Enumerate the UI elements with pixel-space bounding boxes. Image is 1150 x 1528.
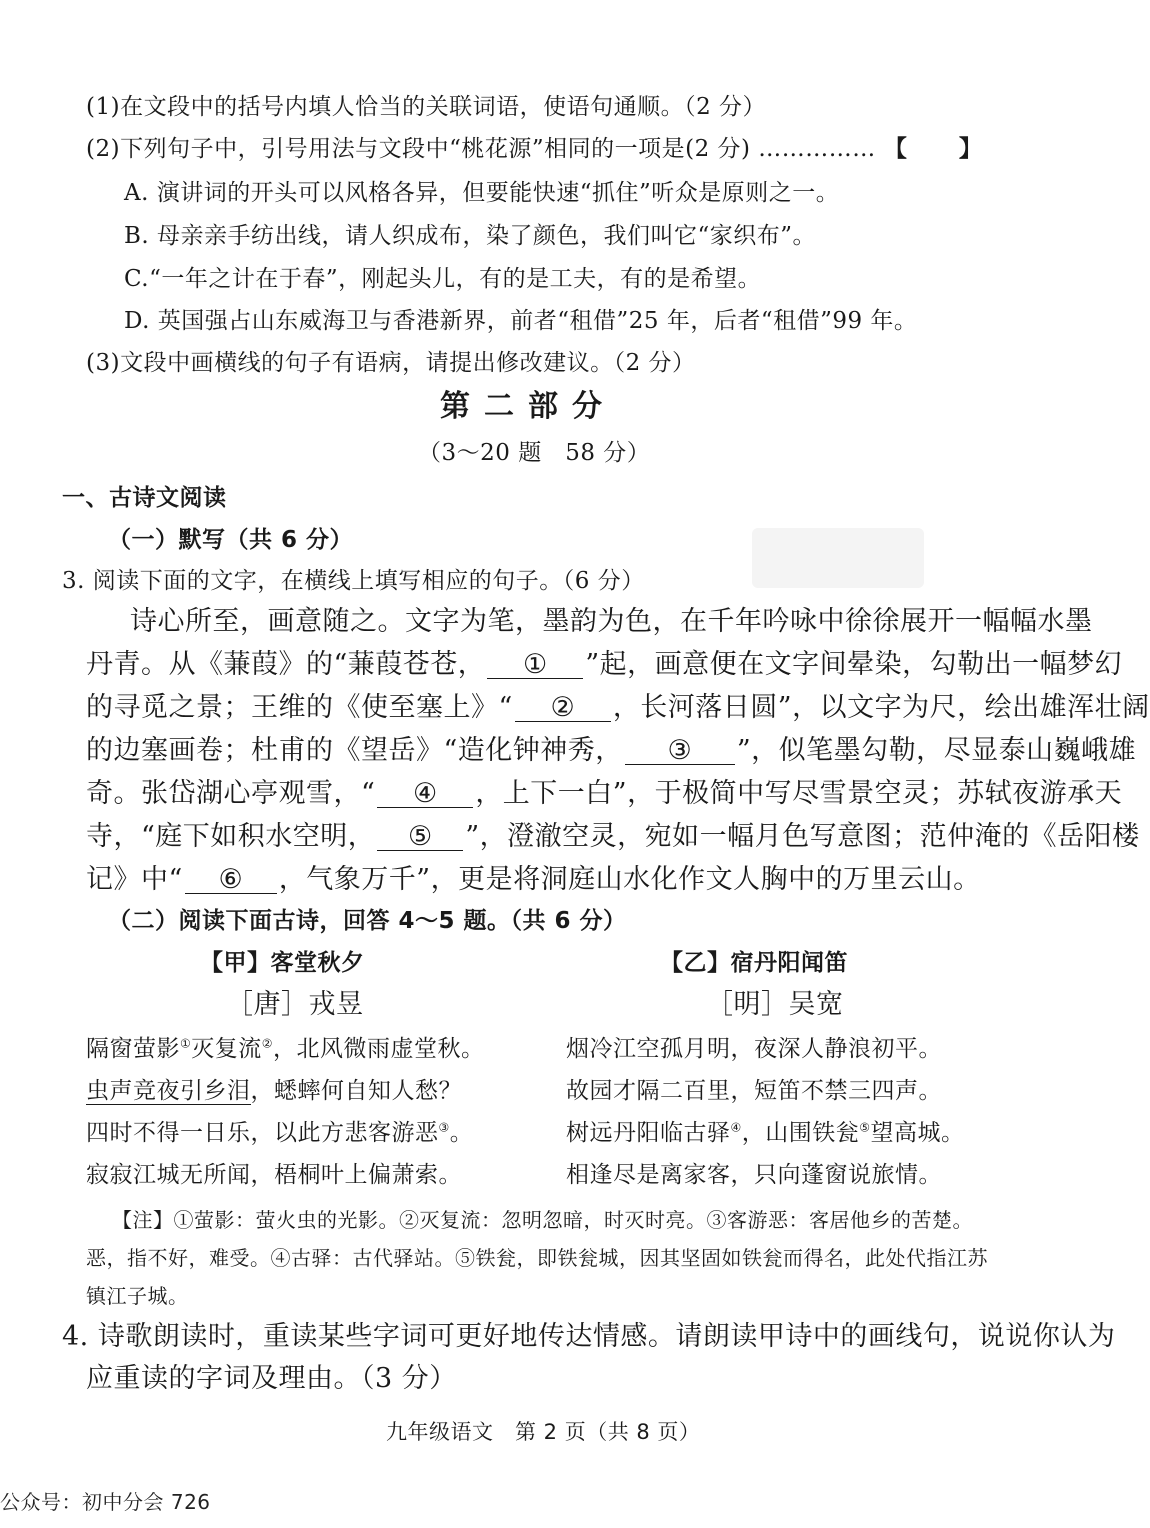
- poem-text: 。: [449, 1120, 474, 1146]
- question-3-prompt: 3. 阅读下面的文字，在横线上填写相应的句子。（6 分）: [62, 568, 645, 594]
- poem-text: ，山围铁瓮: [741, 1120, 860, 1146]
- fill-blank-4[interactable]: ④: [377, 781, 473, 808]
- fill-blank-3[interactable]: ③: [625, 738, 735, 765]
- page-footer: 九年级语文 第 2 页（共 8 页）: [386, 1420, 701, 1444]
- poem-yi-title: 【乙】宿丹阳闻笛: [660, 950, 848, 976]
- question-1-2: [86, 134, 1004, 164]
- poem-jia-title: 【甲】客堂秋夕: [200, 950, 365, 976]
- poem-jia-line-1: [86, 1034, 485, 1064]
- option-c: C.“一年之计在于春”，刚起头儿，有的是工夫，有的是希望。: [124, 266, 762, 292]
- passage-text: 奇。张岱湖心亭观雪，“: [86, 778, 376, 809]
- notes-line-3: 镇江子城。: [86, 1284, 189, 1308]
- passage-text: ”，澄澈空灵，宛如一幅月色写意图；范仲淹的《岳阳楼: [465, 821, 1140, 852]
- section-heading: 一、古诗文阅读: [62, 485, 227, 511]
- notes-line-2: 恶，指不好，难受。④古驿：古代驿站。⑤铁瓮，即铁瓮城，因其坚固如铁瓮而得名，此处代指江苏: [86, 1246, 988, 1270]
- poem-text: 灭复流: [191, 1036, 262, 1062]
- option-b: B. 母亲亲手纺出线，请人织成布，染了颜色，我们叫它“家织布”。: [124, 223, 817, 249]
- answer-bracket: 【 】: [883, 136, 1004, 162]
- passage-line-4: [86, 736, 1136, 766]
- poem-yi-line-1: 烟冷江空孤月明，夜深人静浪初平。: [566, 1036, 942, 1062]
- question-1-2-text: (2)下列句子中，引号用法与文段中“桃花源”相同的一项是(2 分) ……………: [86, 136, 876, 162]
- passage-text: 的边塞画卷；杜甫的《望岳》“造化钟神秀，: [86, 735, 623, 766]
- subsection-heading-1: （一）默写（共 6 分）: [108, 527, 354, 553]
- question-4-line-2: 应重读的字词及理由。（3 分）: [86, 1363, 457, 1394]
- poem-yi-line-2: 故园才隔二百里，短笛不禁三四声。: [566, 1078, 942, 1104]
- passage-line-3: [86, 693, 1150, 723]
- subsection-heading-2: （二）阅读下面古诗，回答 4～5 题。（共 6 分）: [108, 908, 627, 934]
- passage-text: ”起，画意便在文字间晕染，勾勒出一幅梦幻: [585, 649, 1123, 680]
- passage-text: 记》中“: [86, 864, 183, 895]
- poem-yi-line-4: 相逢尽是离家客，只向蓬窗说旅情。: [566, 1162, 942, 1188]
- poem-jia-author: ［唐］戎昱: [226, 989, 364, 1020]
- poem-text: ，北风微雨虚堂秋。: [273, 1036, 485, 1062]
- fill-blank-2[interactable]: ②: [515, 695, 611, 722]
- note-marker-2: ②: [261, 1036, 274, 1051]
- poem-jia-line-2: [86, 1076, 462, 1106]
- passage-line-5: [86, 779, 1122, 809]
- passage-line-2: [86, 650, 1122, 680]
- part-title: 第二部分: [440, 389, 616, 424]
- scan-smudge: [752, 528, 924, 588]
- passage-text: ，上下一白”，于极简中写尽雪景空灵；苏轼夜游承天: [475, 778, 1123, 809]
- watermark-text: 公众号：初中分会 726: [0, 1490, 211, 1514]
- poem-jia-line-3: [86, 1118, 473, 1148]
- fill-blank-1[interactable]: ①: [487, 652, 583, 679]
- note-marker-4: ④: [730, 1120, 742, 1135]
- part-subtitle: （3～20 题 58 分）: [418, 440, 651, 466]
- note-marker-1: ①: [180, 1036, 192, 1051]
- underlined-line: 虫声竞夜引乡泪: [86, 1078, 251, 1104]
- option-d: D. 英国强占山东威海卫与香港新界，前者“租借”25 年，后者“租借”99 年。: [124, 308, 918, 334]
- poem-text: ，蟋蟀何自知人愁？: [250, 1078, 462, 1104]
- passage-text: ”，似笔墨勾勒，尽显泰山巍峨雄: [736, 735, 1137, 766]
- passage-text: 的寻觅之景；王维的《使至塞上》“: [86, 692, 513, 723]
- passage-line-7: [86, 865, 981, 895]
- option-a: A. 演讲词的开头可以风格各异，但要能快速“抓住”听众是原则之一。: [124, 180, 840, 206]
- poem-text: 树远丹阳临古驿: [566, 1120, 731, 1146]
- poem-text: 四时不得一日乐，以此方悲客游恶: [86, 1120, 439, 1146]
- passage-line-6: [86, 822, 1140, 852]
- passage-text: 丹青。从《蒹葭》的“蒹葭苍苍，: [86, 649, 486, 680]
- poem-yi-author: ［明］吴宽: [706, 989, 844, 1020]
- notes-line-1: 【注】①萤影：萤火虫的光影。②灭复流：忽明忽暗，时灭时亮。③客游恶：客居他乡的苦楚。: [112, 1208, 973, 1232]
- passage-text: ，长河落日圆”，以文字为尺，绘出雄浑壮阔: [612, 692, 1150, 723]
- note-marker-5: ⑤: [859, 1120, 871, 1135]
- passage-text: ，气象万千”，更是将洞庭山水化作文人胸中的万里云山。: [278, 864, 981, 895]
- note-marker-3: ③: [438, 1120, 450, 1135]
- fill-blank-5[interactable]: ⑤: [377, 824, 463, 851]
- question-1-1: (1)在文段中的括号内填人恰当的关联词语，使语句通顺。（2 分）: [86, 94, 767, 120]
- passage-line-1: 诗心所至，画意随之。文字为笔，墨韵为色，在千年吟咏中徐徐展开一幅幅水墨: [130, 606, 1093, 637]
- poem-text: 望高城。: [870, 1120, 965, 1146]
- poem-yi-line-3: [566, 1118, 965, 1148]
- fill-blank-6[interactable]: ⑥: [185, 867, 277, 894]
- poem-jia-line-4: 寂寂江城无所闻，梧桐叶上偏萧索。: [86, 1162, 462, 1188]
- passage-text: 寺，“庭下如积水空明，: [86, 821, 376, 852]
- question-1-3: (3)文段中画横线的句子有语病，请提出修改建议。（2 分）: [86, 350, 696, 376]
- question-4-line-1: 4. 诗歌朗读时，重读某些字词可更好地传达情感。请朗读甲诗中的画线句，说说你认为: [62, 1321, 1116, 1352]
- poem-text: 隔窗萤影: [86, 1036, 180, 1062]
